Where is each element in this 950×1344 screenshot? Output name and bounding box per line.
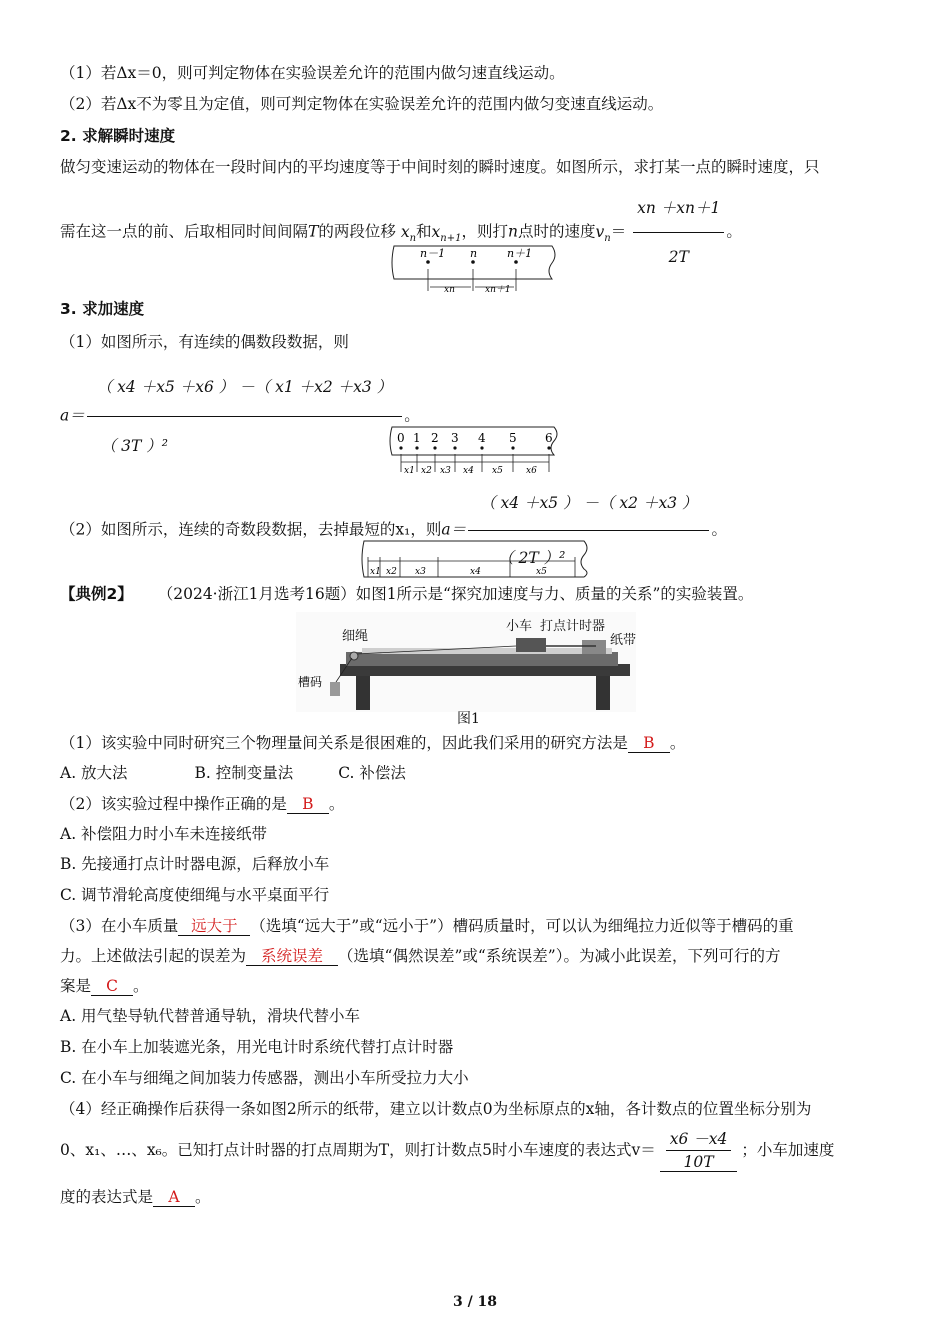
q3a-post: （选填“远大于”或“远小于”）槽码质量时，可以认为细绳拉力近似等于槽码的重	[250, 917, 794, 935]
p2b-mid2: ，则打	[461, 222, 508, 241]
p2b-and: 和	[416, 222, 432, 241]
q3c-end: 。	[133, 977, 149, 995]
text-line-1: （1）若Δx＝0，则可判定物体在实验误差允许的范围内做匀速直线运动。	[60, 64, 565, 82]
a-odd-num: （ x4 ＋x5 ） －（ x2 ＋x3 ）	[468, 478, 709, 531]
q1-options	[60, 762, 406, 784]
vn-num: xn ＋xn＋1	[633, 186, 724, 233]
q1-answer: B	[628, 734, 670, 753]
q3-option-a: A. 用气垫导轨代替普通导轨，滑块代替小车	[60, 1007, 361, 1025]
track	[346, 652, 618, 666]
question-1	[60, 732, 685, 754]
label-timer: 打点计时器	[540, 619, 606, 634]
q1-option-c: C. 补偿法	[338, 764, 406, 782]
a-odd-den: （ 2T ）²	[498, 549, 566, 567]
label-cart: 小车	[506, 619, 533, 634]
x-n: $x_n$	[400, 222, 417, 244]
p2b-mid3: 点时的速度	[517, 222, 596, 241]
p3b-a: a＝	[60, 406, 85, 425]
p2b-pre: 需在这一点的前、后取相同时间间隔	[60, 222, 309, 241]
heading-2: 2. 求解瞬时速度	[60, 127, 176, 145]
text-line-p2a: 做匀变速运动的物体在一段时间内的平均速度等于中间时刻的瞬时速度。如图所示，求打某一点的瞬时速度，只	[60, 158, 820, 176]
p3c-pre: （2）如图所示，连续的奇数段数据，去掉最短的x₁，则	[60, 520, 442, 539]
q2-text: （2）该实验过程中操作正确的是	[60, 795, 287, 813]
tape2-seg-4: x5	[492, 466, 503, 476]
q3-answer-2: 系统误差	[246, 947, 338, 966]
tape2-label-3: 3	[451, 431, 459, 445]
text-line-2: （2）若Δx不为零且为定值，则可判定物体在实验误差允许的范围内做匀变速直线运动。	[60, 95, 664, 113]
p2b-n: n	[507, 222, 518, 241]
q4c-pre: 度的表达式是	[60, 1188, 154, 1206]
tape2-label-5: 5	[509, 431, 517, 445]
vn-fraction	[633, 186, 724, 279]
tape2-label-1: 1	[413, 431, 421, 445]
tape3-seg-2: x3	[415, 567, 426, 577]
label-tape: 纸带	[610, 633, 636, 648]
p2b-eq: ＝	[610, 222, 627, 241]
tape3-seg-4: x5	[536, 567, 547, 577]
q3-option-b: B. 在小车上加装遮光条，用光电计时系统代替打点计时器	[60, 1038, 454, 1056]
question-3-line-2	[60, 945, 780, 967]
q4-num: x6 －x4	[666, 1130, 732, 1151]
tape2-seg-5: x6	[526, 466, 537, 476]
q2-option-b: B. 先接通打点计时器电源，后释放小车	[60, 855, 330, 873]
example-text: （2024·浙江1月选考16题）如图1所示是“探究加速度与力、质量的关系”的实验装置。	[157, 585, 754, 603]
tape2-seg-0: x1	[404, 466, 415, 476]
tape2-seg-2: x3	[440, 466, 451, 476]
p2b-end: 。	[726, 222, 742, 241]
q4-velocity-fraction	[660, 1130, 738, 1172]
tape1-label-0: n－1	[420, 247, 446, 260]
q2-end: 。	[328, 795, 345, 813]
q3a-pre: （3）在小车质量	[60, 917, 179, 935]
cart	[516, 638, 546, 652]
tape1-dot-1	[471, 260, 475, 264]
tape2-seg-3: x4	[463, 466, 474, 476]
example-tag: 【典例2】	[60, 585, 133, 603]
example-line	[60, 583, 753, 605]
q3-option-c: C. 在小车与细绳之间加装力传感器，测出小车所受拉力大小	[60, 1069, 469, 1087]
question-4-line-1: （4）经正确操作后获得一条如图2所示的纸带，建立以计数点0为坐标原点的x轴，各计数点的位置坐标分别为	[60, 1100, 812, 1118]
q4-answer: A	[153, 1188, 195, 1207]
question-4-line-3	[60, 1186, 211, 1208]
tape-figure-1	[390, 243, 560, 295]
question-2	[60, 793, 344, 815]
tape2-seg-1: x2	[421, 466, 432, 476]
formula-a-even	[60, 360, 420, 473]
weights	[330, 682, 340, 696]
question-4-line-2	[60, 1124, 834, 1176]
q3c-pre: 案是	[60, 977, 92, 995]
tape1-label-2: n＋1	[507, 247, 533, 260]
q3-answer-3: C	[91, 977, 133, 996]
label-string: 细绳	[342, 629, 369, 644]
tape1-seg-1: xn＋1	[485, 285, 511, 295]
q3-answer-1: 远大于	[178, 917, 250, 936]
a-even-den: （ 3T ）²	[100, 437, 169, 455]
x-n1: $x_{n+1}$	[431, 222, 462, 244]
v-n: $v_n$	[595, 222, 611, 244]
figure-1-caption: 图1	[457, 711, 480, 727]
tape1-dot-2	[514, 260, 518, 264]
page-number: 3 / 18	[452, 1294, 498, 1310]
tape3-seg-0: x1	[370, 567, 381, 577]
a-even-fraction	[87, 360, 402, 473]
q3b-post: （选填“偶然误差”或“系统误差”）。为减小此误差，下列可行的方	[338, 947, 781, 965]
p3c-end: 。	[711, 520, 727, 539]
p3c-a: a＝	[441, 520, 467, 539]
tape1-label-1: n	[470, 247, 478, 260]
tape2-label-6: 6	[545, 431, 553, 445]
question-3-line-3	[60, 975, 149, 997]
tape2-label-0: 0	[397, 431, 405, 445]
tape-figure-3	[360, 539, 592, 579]
tape1-dot-0	[426, 260, 430, 264]
label-weights: 槽码	[298, 675, 323, 689]
heading-3: 3. 求加速度	[60, 300, 145, 318]
vn-den: 2T	[668, 248, 689, 266]
question-3-line-1	[60, 915, 794, 937]
q4-den: 10T	[683, 1153, 714, 1171]
tape2-label-4: 4	[478, 431, 486, 445]
text-line-p3a: （1）如图所示，有连续的偶数段数据，则	[60, 333, 349, 351]
q4c-end: 。	[195, 1188, 211, 1206]
q3b-pre: 力。上述做法引起的误差为	[60, 947, 247, 965]
q1-option-a: A. 放大法	[60, 764, 128, 782]
q4b-post: ；小车加速度	[741, 1141, 835, 1159]
q1-option-b: B. 控制变量法	[194, 764, 294, 782]
q4b-pre: 0、x₁、…、x₆。已知打点计时器的打点周期为T，则打计数点5时小车速度的表达式v＝	[60, 1141, 656, 1159]
q2-option-c: C. 调节滑轮高度使细绳与水平桌面平行	[60, 886, 330, 904]
apparatus-figure	[296, 612, 636, 712]
q2-option-a: A. 补偿阻力时小车未连接纸带	[60, 825, 268, 843]
tape3-seg-3: x4	[470, 567, 481, 577]
timer	[582, 640, 606, 654]
q1-end: 。	[669, 734, 686, 752]
q2-answer: B	[287, 795, 329, 814]
tape-figure-2	[386, 424, 562, 478]
q1-text: （1）该实验中同时研究三个物理量间关系是很困难的，因此我们采用的研究方法是	[60, 734, 628, 752]
tape2-label-2: 2	[431, 431, 439, 445]
a-even-num: （ x4 ＋x5 ＋x6 ） －（ x1 ＋x2 ＋x3 ）	[87, 360, 402, 417]
p2b-mid1: 的两段位移	[318, 222, 396, 241]
p2b-T: T	[308, 222, 319, 241]
tape1-seg-0: xn	[444, 285, 455, 295]
tape3-seg-1: x2	[386, 567, 397, 577]
p3b-end: 。	[404, 406, 420, 425]
